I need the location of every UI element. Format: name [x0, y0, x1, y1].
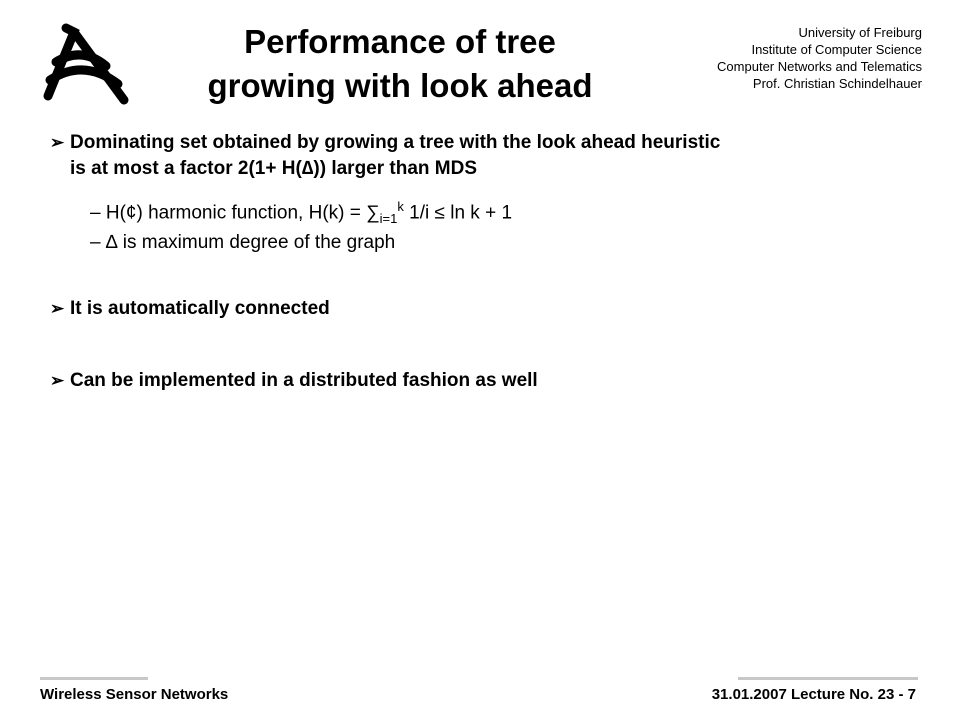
bullet-text-line-1: Dominating set obtained by growing a tree with the look ahead heuristic — [70, 132, 721, 153]
affiliation-institute: Institute of Computer Science — [751, 42, 922, 57]
arrow-bullet-icon: ➢ — [50, 133, 65, 152]
bullet-connected — [50, 296, 910, 322]
footer-course-name: Wireless Sensor Networks — [40, 686, 229, 703]
sum-subscript: i=1 — [379, 211, 398, 227]
sum-superscript: k — [397, 199, 404, 214]
title-line-1: Performance of tree — [244, 23, 556, 60]
page-title — [150, 20, 650, 108]
affiliation-block — [622, 24, 922, 92]
bullet-text-line-2: is at most a factor 2(1+ H(∆)) larger than MDS — [70, 158, 478, 179]
footer-divider-left — [40, 677, 148, 680]
sum-symbol: ∑ — [366, 202, 380, 224]
affiliation-professor: Prof. Christian Schindelhauer — [752, 76, 922, 91]
footer-date-lecture: 31.01.2007 Lecture No. 23 - 7 — [711, 686, 916, 703]
freiburg-logo-icon — [36, 10, 146, 110]
sub-bullet-harmonic — [90, 194, 910, 232]
bullet-text: Can be implemented in a distributed fashion as well — [70, 370, 538, 391]
harmonic-suffix: 1/i ≤ ln k + 1 — [403, 202, 513, 224]
affiliation-university: University of Freiburg — [798, 25, 922, 40]
bullet-dominating-set — [50, 130, 910, 182]
footer-divider-right — [738, 677, 918, 680]
arrow-bullet-icon: ➢ — [50, 299, 65, 318]
title-line-2: growing with look ahead — [207, 67, 593, 104]
harmonic-prefix: – H(¢) harmonic function, H(k) = — [90, 202, 367, 224]
bullet-text: It is automatically connected — [70, 298, 330, 319]
arrow-bullet-icon: ➢ — [50, 371, 65, 390]
bullet-distributed — [50, 368, 910, 394]
sub-bullet-degree — [90, 230, 910, 256]
degree-text: – ∆ is maximum degree of the graph — [90, 232, 396, 253]
affiliation-group: Computer Networks and Telematics — [717, 59, 922, 74]
